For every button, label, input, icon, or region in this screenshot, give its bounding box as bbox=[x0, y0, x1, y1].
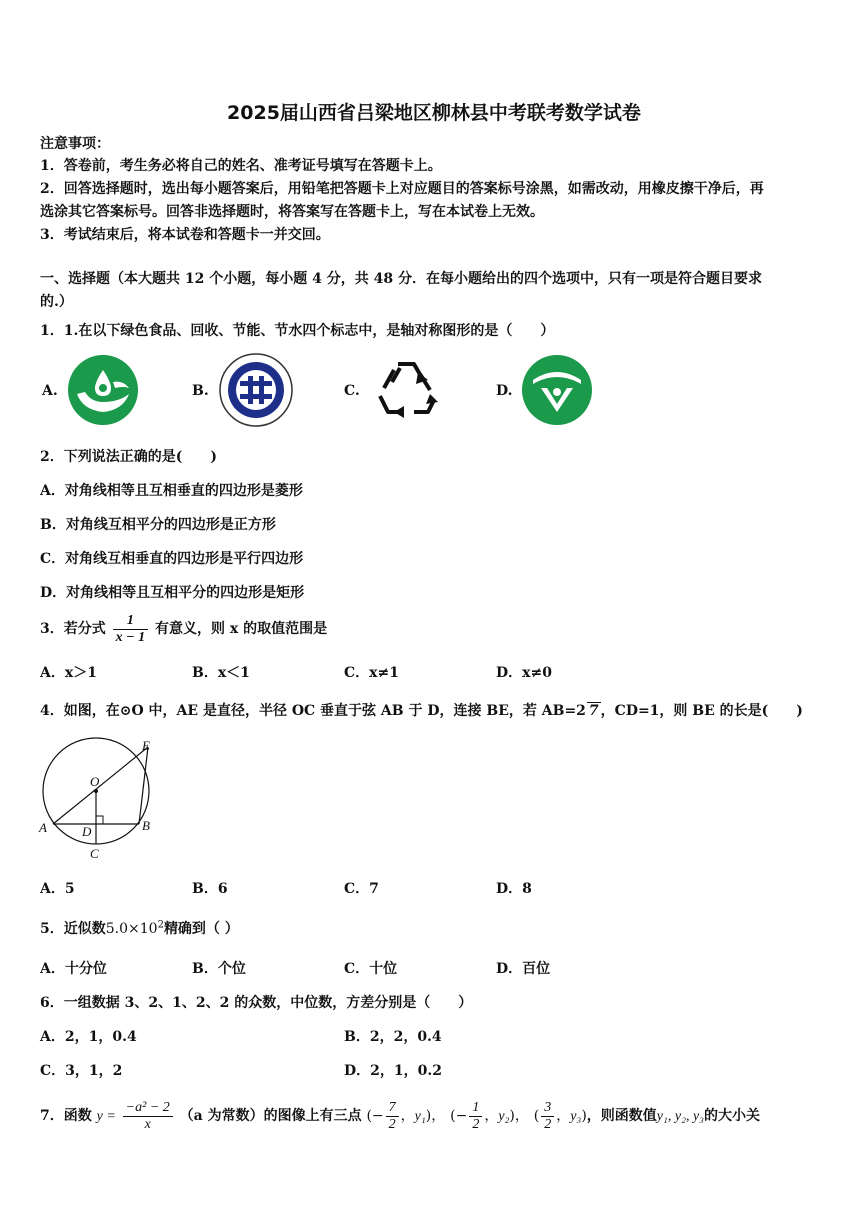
q6-option-a: A．2，1，0.4 bbox=[40, 1029, 137, 1045]
q7-ys: y₁, y₂, y₃ bbox=[656, 1109, 705, 1124]
q7-point-3: ( $\frac{3}{2}$ ，y₃) bbox=[533, 1099, 587, 1132]
q1-option-b-label: B. bbox=[192, 383, 209, 399]
q5-option-b: B．个位 bbox=[192, 961, 246, 977]
q4-stem-post: ，CD=1，则 BE 的长是( ) bbox=[600, 703, 803, 719]
q2-stem: 2．下列说法正确的是( ) bbox=[40, 449, 217, 465]
q7-p3-num: 3 bbox=[541, 1100, 554, 1117]
energy-saving-logo-icon bbox=[218, 352, 294, 428]
q1-stem: 1．1.在以下绿色食品、回收、节能、节水四个标志中，是轴对称图形的是（ ） bbox=[40, 323, 555, 339]
q3-stem-pre: 3．若分式 bbox=[40, 621, 106, 637]
q6-option-b: B．2，2，0.4 bbox=[344, 1029, 442, 1045]
q4-sqrt: 7 bbox=[588, 703, 599, 719]
q7-p2-y: y₂ bbox=[498, 1109, 510, 1124]
q4-figure bbox=[36, 736, 166, 866]
q3-stem bbox=[40, 612, 327, 646]
q7-p3-den: 2 bbox=[544, 1116, 552, 1132]
q7-p3-y: y₃ bbox=[570, 1109, 582, 1124]
q4-circle-diagram bbox=[36, 736, 166, 866]
notice-item-1: 1．答卷前，考生务必将自己的姓名、准考证号填写在答题卡上。 bbox=[40, 158, 442, 174]
notice-item-2a: 2．回答选择题时，选出每小题答案后，用铅笔把答题卡上对应题目的答案标号涂黑，如需改动，用橡皮擦干净后，再 bbox=[40, 181, 764, 197]
q4-stem-pre: 4．如图，在⊙O 中，AE 是直径，半径 OC 垂直于弦 AB 于 D，连接 BE，若 AB=2 bbox=[40, 703, 586, 719]
page-title: 2025届山西省吕梁地区柳林县中考联考数学试卷 bbox=[227, 102, 641, 124]
q2-option-d: D．对角线相等且互相平分的四边形是矩形 bbox=[40, 585, 305, 601]
q6-option-c: C．3，1，2 bbox=[40, 1063, 123, 1079]
q4-option-d: D．8 bbox=[496, 881, 532, 897]
q4-stem bbox=[40, 700, 803, 720]
q4-option-a: A．5 bbox=[40, 881, 75, 897]
q7-p1-y: y₁ bbox=[414, 1109, 426, 1124]
q1-option-d-label: D. bbox=[496, 383, 513, 399]
q4-label-b: B bbox=[142, 818, 150, 833]
q7-p2-num: 1 bbox=[469, 1100, 482, 1117]
q4-label-c: C bbox=[90, 846, 99, 861]
q1-option-c-label: C. bbox=[344, 383, 360, 399]
q4-label-d: D bbox=[82, 824, 92, 839]
q4-label-a: A bbox=[39, 820, 47, 835]
q7-paren: （a 为常数）的图像上有三点 bbox=[179, 1108, 362, 1124]
water-saving-logo-icon bbox=[521, 354, 593, 426]
q7-tail: 的大小关 bbox=[704, 1108, 761, 1124]
q7-point-2: (− $\frac{1}{2}$ ，y₂)， bbox=[450, 1099, 529, 1132]
q3-frac-den: x − 1 bbox=[115, 629, 146, 645]
q6-stem: 6．一组数据 3、2、1、2、2 的众数，中位数，方差分别是（ ） bbox=[40, 995, 473, 1011]
q2-option-a: A．对角线相等且互相垂直的四边形是菱形 bbox=[40, 483, 303, 499]
q7-frac-den: x bbox=[144, 1116, 151, 1132]
q5-option-c: C．十位 bbox=[344, 961, 398, 977]
q5-stem-post: 精确到（ ） bbox=[163, 921, 239, 937]
q7-stem-post: ，则函数值 bbox=[586, 1108, 657, 1124]
green-food-logo-icon bbox=[67, 354, 139, 426]
q2-option-c: C．对角线互相垂直的四边形是平行四边形 bbox=[40, 551, 304, 567]
q4-label-o: O bbox=[90, 774, 100, 789]
recycle-icon bbox=[370, 356, 442, 422]
q7-fraction bbox=[123, 1100, 173, 1133]
q5-number: 5.0×10 bbox=[105, 921, 158, 937]
q3-option-a: A．x＞1 bbox=[40, 665, 97, 681]
q3-option-c: C．x≠1 bbox=[344, 665, 399, 681]
q7-stem-pre: 7．函数 bbox=[40, 1108, 92, 1124]
q4-option-b: B．6 bbox=[192, 881, 228, 897]
section-heading-line2: 的.） bbox=[40, 294, 73, 310]
notice-item-2b: 选涂其它答案标号。回答非选择题时，将答案写在答题卡上，写在本试卷上无效。 bbox=[40, 204, 544, 220]
q6-option-d: D．2，1，0.2 bbox=[344, 1063, 442, 1079]
notice-heading: 注意事项： bbox=[40, 136, 110, 152]
q7-frac-num: −a² − 2 bbox=[123, 1100, 173, 1117]
q3-option-d: D．x≠0 bbox=[496, 665, 552, 681]
q7-point-1: (− $\frac{7}{2}$ ，y₁)， bbox=[366, 1099, 446, 1132]
q7-p1-num: 7 bbox=[386, 1100, 399, 1117]
q7-p2-den: 2 bbox=[472, 1116, 480, 1132]
q5-stem-pre: 5．近似数 bbox=[40, 921, 106, 937]
q7-p1-den: 2 bbox=[388, 1116, 396, 1132]
q7-y-eq: y = bbox=[96, 1109, 116, 1124]
q5-option-d: D．百位 bbox=[496, 961, 551, 977]
q5-stem bbox=[40, 918, 239, 938]
q2-option-b: B．对角线互相平分的四边形是正方形 bbox=[40, 517, 276, 533]
q3-stem-post: 有意义，则 x 的取值范围是 bbox=[154, 621, 328, 637]
q1-option-a-label: A. bbox=[42, 383, 58, 399]
notice-item-3: 3．考试结束后，将本试卷和答题卡一并交回。 bbox=[40, 227, 330, 243]
q3-frac-num: 1 bbox=[113, 613, 148, 630]
q5-exponent: 2 bbox=[157, 919, 164, 931]
q3-fraction bbox=[113, 613, 148, 646]
q7-stem bbox=[40, 1096, 760, 1137]
section-heading-line1: 一、选择题（本大题共 12 个小题，每小题 4 分，共 48 分．在每小题给出的四个选项中，只有一项是符合题目要求 bbox=[40, 271, 762, 287]
q5-option-a: A．十分位 bbox=[40, 961, 107, 977]
q4-label-e: E bbox=[142, 738, 150, 753]
q3-option-b: B．x＜1 bbox=[192, 665, 250, 681]
q4-option-c: C．7 bbox=[344, 881, 379, 897]
